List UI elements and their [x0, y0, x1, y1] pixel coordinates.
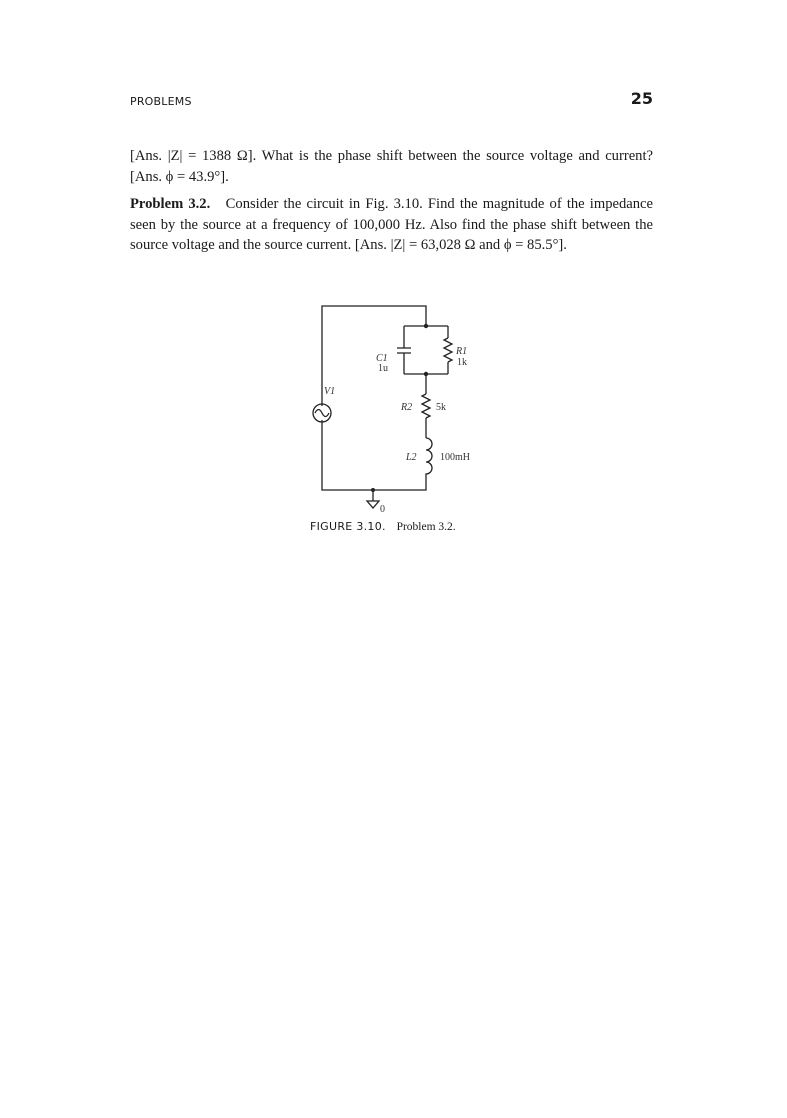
source-v1-sine — [315, 410, 329, 417]
caption-label: FIGURE 3.10. — [310, 520, 386, 533]
paragraph-problem — [130, 194, 653, 256]
node-ground — [371, 488, 375, 492]
label-c1-name: C1 — [376, 353, 388, 364]
capacitor-c1-plates — [397, 348, 411, 353]
ground-symbol — [367, 501, 379, 508]
running-head: PROBLEMS — [130, 95, 192, 108]
label-ground: 0 — [380, 504, 385, 515]
label-r2-value: 5k — [436, 402, 446, 413]
figure-caption — [310, 520, 456, 533]
paragraph-answer — [130, 146, 653, 187]
page-number: 25 — [630, 89, 653, 108]
circuit-figure — [300, 298, 500, 518]
node-top — [424, 324, 428, 328]
caption-text: Problem 3.2. — [396, 521, 456, 533]
problem-label: Problem 3.2. — [130, 196, 211, 212]
label-l2-value: 100mH — [440, 452, 470, 463]
label-l2-name: L2 — [406, 452, 417, 463]
node-mid — [424, 372, 428, 376]
problem-text: Consider the circuit in Fig. 3.10. Find the magnitude of the impedance seen by the source at a frequency of 100,000 Hz. Also find the phase shift between the source voltage and the source current. [Ans. |Z| = 63,028 Ω and ϕ = 85.5°]. — [130, 196, 653, 253]
label-c1-value: 1u — [378, 363, 388, 374]
label-r1-name: R1 — [456, 346, 468, 357]
circuit-diagram — [300, 298, 500, 518]
label-r1-value: 1k — [457, 357, 467, 368]
wire-top — [322, 306, 426, 406]
label-source-v1: V1 — [324, 386, 336, 397]
label-r2-name: R2 — [401, 402, 413, 413]
inductor-l2 — [426, 438, 432, 483]
paragraph-answer-text: [Ans. |Z| = 1388 Ω]. What is the phase shift between the source voltage and current? [Ans. ϕ = 43.9°]. — [130, 148, 653, 185]
resistor-r1 — [444, 338, 452, 362]
resistor-r2 — [422, 394, 430, 418]
